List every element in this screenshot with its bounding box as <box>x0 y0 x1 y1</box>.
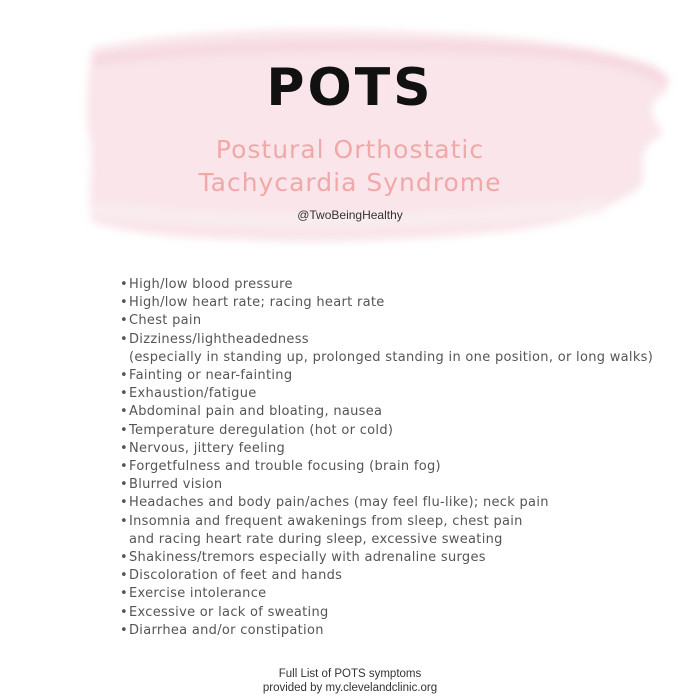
bullet-icon: • <box>120 331 128 347</box>
symptom-text: Exercise intolerance <box>129 586 267 602</box>
bullet-icon: • <box>120 604 128 620</box>
subtitle-line-2: Tachycardia Syndrome <box>198 168 502 197</box>
page-title: POTS <box>266 58 434 118</box>
bullet-icon: • <box>120 313 128 329</box>
source-footer <box>0 667 700 695</box>
symptom-text: Excessive or lack of sweating <box>129 604 329 620</box>
bullet-icon: • <box>120 422 128 438</box>
symptom-text: Chest pain <box>129 313 202 329</box>
symptom-item <box>120 458 695 476</box>
social-handle: @TwoBeingHealthy <box>297 208 403 222</box>
page-subtitle <box>0 133 700 199</box>
symptom-text: Abdominal pain and bloating, nausea <box>129 404 383 420</box>
symptom-item <box>120 549 695 567</box>
symptom-item <box>120 476 695 494</box>
symptom-text: Exhaustion/fatigue <box>129 386 257 402</box>
symptom-item <box>120 294 695 312</box>
bullet-icon: • <box>120 368 128 384</box>
symptom-text: Diarrhea and/or constipation <box>129 622 324 638</box>
symptom-continuation: (especially in standing up, prolonged standing in one position, or long walks) <box>129 349 654 365</box>
symptom-item <box>120 403 695 421</box>
symptom-text: Forgetfulness and trouble focusing (brain fog) <box>129 459 441 475</box>
symptom-text: Discoloration of feet and hands <box>129 568 343 584</box>
symptom-continuation: and racing heart rate during sleep, excessive sweating <box>129 531 503 547</box>
symptom-item <box>120 622 695 640</box>
symptom-text: Blurred vision <box>129 477 223 493</box>
symptom-item <box>120 276 695 294</box>
symptom-text: Shakiness/tremors especially with adrenaline surges <box>129 550 486 566</box>
symptom-text: Temperature deregulation (hot or cold) <box>129 422 394 438</box>
symptom-item <box>120 604 695 622</box>
symptom-item <box>120 440 695 458</box>
footer-line-1: Full List of POTS symptoms <box>278 668 422 680</box>
bullet-icon: • <box>120 477 128 493</box>
symptom-text: High/low blood pressure <box>129 277 293 292</box>
bullet-icon: • <box>120 459 128 475</box>
bullet-icon: • <box>120 550 128 566</box>
symptom-text: Fainting or near-fainting <box>129 368 293 384</box>
symptom-item <box>120 331 695 367</box>
symptom-text: High/low heart rate; racing heart rate <box>129 295 385 311</box>
symptom-text: Dizziness/lightheadedness <box>129 331 309 347</box>
bullet-icon: • <box>120 586 128 602</box>
bullet-icon: • <box>120 495 128 511</box>
symptom-item <box>120 494 695 512</box>
symptom-text: Nervous, jittery feeling <box>129 440 286 456</box>
symptom-item <box>120 422 695 440</box>
symptom-item <box>120 312 695 330</box>
symptom-item <box>120 385 695 403</box>
symptom-item <box>120 585 695 603</box>
footer-line-2: provided by my.clevelandclinic.org <box>262 682 438 694</box>
bullet-icon: • <box>120 440 128 456</box>
symptom-item <box>120 367 695 385</box>
bullet-icon: • <box>120 386 128 402</box>
symptom-text: Headaches and body pain/aches (may feel flu-like); neck pain <box>129 495 549 511</box>
symptom-text: Insomnia and frequent awakenings from sleep, chest pain <box>129 513 523 529</box>
bullet-icon: • <box>120 622 128 638</box>
symptom-list <box>120 276 695 640</box>
bullet-icon: • <box>120 277 128 292</box>
bullet-icon: • <box>120 404 128 420</box>
symptom-item <box>120 567 695 585</box>
subtitle-line-1: Postural Orthostatic <box>215 135 485 164</box>
bullet-icon: • <box>120 513 128 529</box>
bullet-icon: • <box>120 568 128 584</box>
bullet-icon: • <box>120 295 128 311</box>
symptom-item <box>120 513 695 549</box>
